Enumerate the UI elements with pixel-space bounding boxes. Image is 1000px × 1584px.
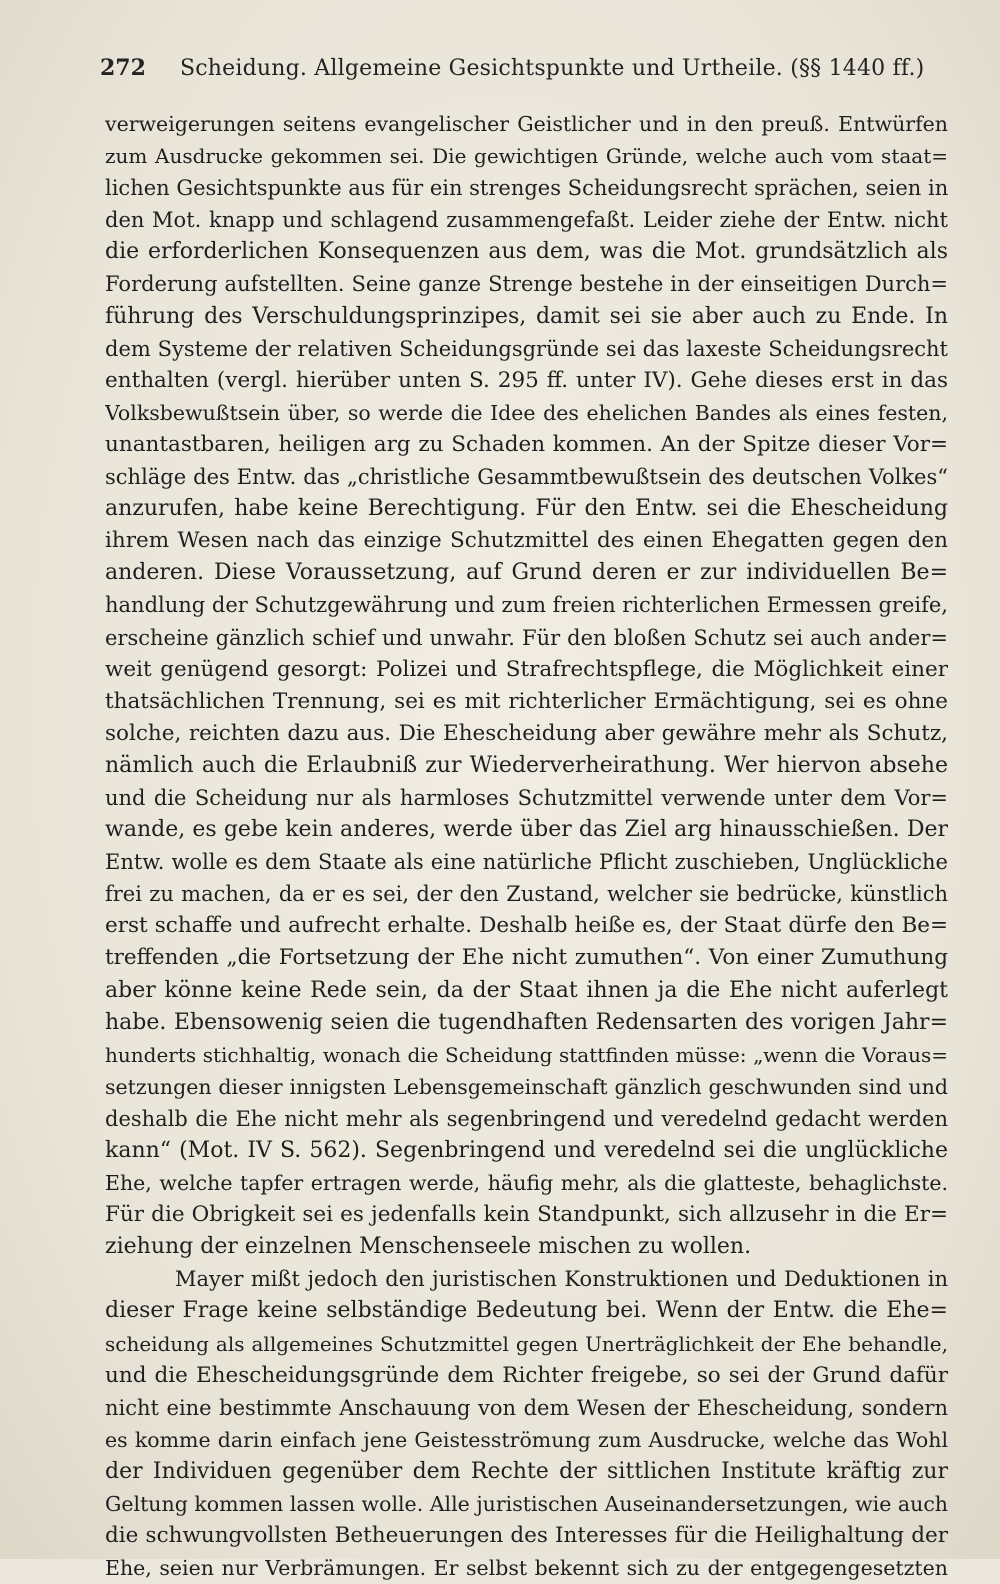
text-line: handlung der Schutzgewährung und zum freien richterlichen Ermessen greife, — [105, 593, 948, 618]
text-line: scheidung als allgemeines Schutzmittel gegen Unerträglichkeit der Ehe behandle, — [105, 1331, 948, 1356]
text-line: verweigerungen seitens evangelischer Geistlicher und in den preuß. Entwürfen — [105, 112, 948, 136]
text-line: thatsächlichen Trennung, sei es mit richterlicher Ermächtigung, sei es ohne — [105, 688, 948, 714]
text-line: den Mot. knapp und schlagend zusammengefaßt. Leider ziehe der Entw. nicht — [105, 208, 948, 233]
text-line: und die Scheidung nur als harmloses Schutzmittel verwende unter dem Vor= — [105, 785, 948, 810]
text-line: lichen Gesichtspunkte aus für ein strenges Scheidungsrecht sprächen, seien in — [105, 176, 948, 201]
text-line: unantastbaren, heiligen arg zu Schaden kommen. An der Spitze dieser Vor= — [105, 431, 948, 457]
text-line: treffenden „die Fortsetzung der Ehe nicht zumuthen“. Von einer Zumuthung — [105, 945, 948, 971]
text-line: Geltung kommen lassen wolle. Alle juristischen Auseinandersetzungen, wie auch — [105, 1492, 948, 1517]
text-line: Für die Obrigkeit sei es jedenfalls kein Standpunkt, sich allzusehr in die Er= — [105, 1202, 948, 1228]
body-text — [105, 108, 948, 1584]
text-line: die schwungvollsten Betheuerungen des Interesses für die Heilighaltung der — [105, 1523, 948, 1549]
text-line: schläge des Entw. das „christliche Gesammtbewußtsein des deutschen Volkes“ — [105, 465, 948, 490]
text-line: erscheine gänzlich schief und unwahr. Für den bloßen Schutz sei auch ander= — [105, 625, 948, 650]
text-line: es komme darin einfach jene Geistesströmung zum Ausdrucke, welche das Wohl — [105, 1427, 948, 1452]
paragraph-2 — [105, 1263, 948, 1584]
text-line: Ehe, welche tapfer ertragen werde, häufig mehr, als die glatteste, behaglichste. — [105, 1171, 948, 1196]
text-line: führung des Verschuldungsprinzipes, damit sei sie aber auch zu Ende. In — [105, 303, 948, 329]
text-line: zum Ausdrucke gekommen sei. Die gewichtigen Gründe, welche auch vom staat= — [105, 144, 948, 169]
text-line: dieser Frage keine selbständige Bedeutung bei. Wenn der Entw. die Ehe= — [105, 1298, 948, 1324]
text-line: anzurufen, habe keine Berechtigung. Für den Entw. sei die Ehescheidung — [105, 496, 948, 522]
running-title: Scheidung. Allgemeine Gesichtspunkte und Urtheile. (§§ 1440 ff.) — [180, 56, 925, 81]
text-line: erst schaffe und aufrecht erhalte. Deshalb heiße es, der Staat dürfe den Be= — [105, 913, 948, 939]
text-line: enthalten (vergl. hierüber unten S. 295 ff. unter IV). Gehe dieses erst in das — [105, 367, 948, 393]
text-line: setzungen dieser innigsten Lebensgemeinschaft gänzlich geschwunden sind und — [105, 1074, 948, 1099]
text-line: ihrem Wesen nach das einzige Schutzmittel des einen Ehegatten gegen den — [105, 528, 948, 554]
running-header — [100, 50, 950, 86]
text-line: nämlich auch die Erlaubniß zur Wiederverheirathung. Wer hiervon absehe — [105, 752, 948, 778]
text-line: Entw. wolle es dem Staate als eine natürliche Pflicht zuschieben, Unglückliche — [105, 850, 948, 875]
text-line: deshalb die Ehe nicht mehr als segenbringend und veredelnd gedacht werden — [105, 1106, 948, 1131]
text-line: Forderung aufstellten. Seine ganze Strenge bestehe in der einseitigen Durch= — [105, 272, 948, 297]
text-line: solche, reichten dazu aus. Die Ehescheidung aber gewähre mehr als Schutz, — [105, 720, 948, 746]
text-line: ziehung der einzelnen Menschenseele mischen zu wollen. — [105, 1234, 752, 1260]
text-line: habe. Ebensowenig seien die tugendhaften Redensarten des vorigen Jahr= — [105, 1009, 948, 1035]
text-line: weit genügend gesorgt: Polizei und Strafrechtspflege, die Möglichkeit einer — [105, 656, 948, 682]
text-line: aber könne keine Rede sein, da der Staat ihnen ja die Ehe nicht auferlegt — [105, 977, 948, 1003]
text-line: hunderts stichhaltig, wonach die Scheidung stattfinden müsse: „wenn die Voraus= — [105, 1042, 948, 1067]
text-line: frei zu machen, da er es sei, der den Zustand, welcher sie bedrücke, künstlich — [105, 882, 948, 907]
text-line: Ehe, seien nur Verbrämungen. Er selbst bekennt sich zu der entgegengesetzten — [105, 1556, 948, 1581]
text-line: wande, es gebe kein anderes, werde über das Ziel arg hinausschießen. Der — [105, 817, 948, 843]
text-line: anderen. Diese Voraussetzung, auf Grund deren er zur individuellen Be= — [105, 560, 948, 586]
page-number: 272 — [100, 55, 146, 81]
text-line: und die Ehescheidungsgründe dem Richter freigebe, so sei der Grund dafür — [105, 1362, 948, 1388]
text-line: kann“ (Mot. IV S. 562). Segenbringend und veredelnd sei die unglückliche — [105, 1138, 948, 1163]
paragraph-1 — [105, 108, 948, 1263]
text-line: der Individuen gegenüber dem Rechte der sittlichen Institute kräftig zur — [105, 1458, 948, 1484]
text-line: nicht eine bestimmte Anschauung von dem Wesen der Ehescheidung, sondern — [105, 1395, 948, 1420]
text-line: die erforderlichen Konsequenzen aus dem, was die Mot. grundsätzlich als — [105, 239, 948, 265]
text-line: dem Systeme der relativen Scheidungsgründe sei das laxeste Scheidungsrecht — [105, 336, 948, 361]
text-line: Mayer mißt jedoch den juristischen Konstruktionen und Deduktionen in — [175, 1267, 948, 1292]
text-line: Volksbewußtsein über, so werde die Idee des ehelichen Bandes als eines festen, — [105, 400, 948, 425]
